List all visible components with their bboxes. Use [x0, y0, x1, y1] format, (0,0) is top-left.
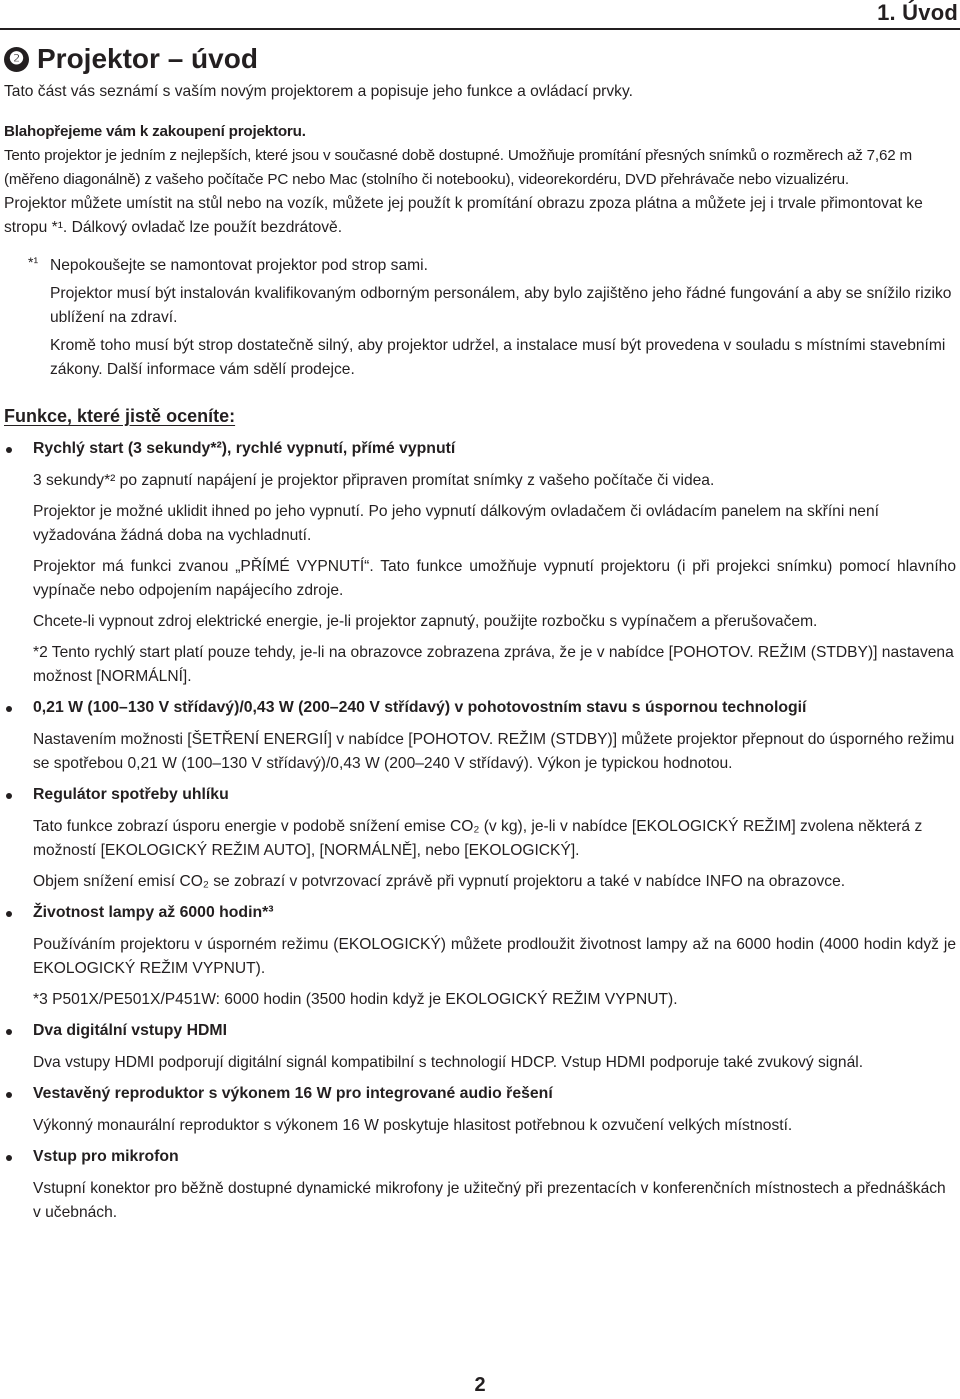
header-rule	[0, 28, 960, 30]
note-line: Kromě toho musí být strop dostatečně silný, aby projektor udržel, a instalace musí být provedena v souladu s místními stavebními zákony. Další informace vám sdělí prodejce.	[50, 337, 946, 378]
features-heading: Funkce, které jistě oceníte:	[4, 406, 236, 426]
feature-paragraph: Používáním projektoru v úsporném režimu (EKOLOGICKÝ) můžete prodloužit životnost lampy až na 6000 hodin (4000 hodin když je EKOLOGICKÝ REŽIM VYPNUT).	[33, 936, 956, 977]
feature-paragraph: Nastavením možnosti [ŠETŘENÍ ENERGIÍ] v nabídce [POHOTOV. REŽIM (STDBY)] můžete projektor přepnout do úsporného režimu se spotřebou 0,21 W (100–130 V střídavý)/0,43 W (200–240 V střídavý). Výkon je typickou hodnotou.	[33, 731, 955, 772]
feature-standby-power	[33, 696, 956, 776]
feature-title: Rychlý start (3 sekundy*²), rychlé vypnutí, přímé vypnutí	[33, 440, 456, 457]
page-number: 2	[474, 1374, 486, 1396]
feature-paragraph: Chcete-li vypnout zdroj elektrické energie, je-li projektor zapnutý, použijte rozbočku s vypínačem a přerušovačem.	[33, 613, 818, 630]
feature-title: Životnost lampy až 6000 hodin*³	[33, 904, 274, 921]
feature-paragraph: Vstupní konektor pro běžně dostupné dynamické mikrofony je užitečný při prezentacích v konferenčních místnostech a přednáškách v učebnách.	[33, 1180, 946, 1221]
intro-paragraph: Tato část vás seznámí s vaším novým projektorem a popisuje jeho funkce a ovládací prvky.	[4, 83, 633, 100]
feature-lamp-life	[33, 901, 956, 1012]
bullet-icon	[6, 1029, 12, 1035]
note-line: Projektor musí být instalován kvalifikovaným odborným personálem, aby bylo zajištěno jeho řádné fungování a aby se snížilo riziko ublížení na zdraví.	[50, 285, 952, 326]
feature-title: Vstup pro mikrofon	[33, 1148, 179, 1165]
feature-carbon-meter	[33, 783, 956, 894]
feature-paragraph: Projektor má funkci zvanou „PŘÍMÉ VYPNUTÍ“. Tato funkce umožňuje vypnutí projektoru (i při projekci snímku) pomocí hlavního vypínače nebo odpojením napájecího zdroje.	[33, 558, 956, 599]
footnote-marker: *¹	[28, 254, 39, 270]
feature-hdmi	[33, 1019, 956, 1075]
ceiling-mount-note	[28, 254, 956, 382]
page-title-text: Projektor – úvod	[37, 43, 258, 74]
feature-title: 0,21 W (100–130 V střídavý)/0,43 W (200–240 V střídavý) v pohotovostním stavu s úspornou technologií	[33, 699, 807, 716]
feature-title: Dva digitální vstupy HDMI	[33, 1022, 227, 1039]
feature-paragraph: Dva vstupy HDMI podporují digitální signál kompatibilní s technologií HDCP. Vstup HDMI podporuje také zvukový signál.	[33, 1054, 864, 1071]
description-paragraph-2: Projektor můžete umístit na stůl nebo na vozík, můžete jej použít k promítání obrazu zpoza plátna a můžete jej i trvale přimontovat ke stropu *¹. Dálkový ovladač lze použít bezdrátově.	[4, 195, 923, 236]
feature-paragraph: Výkonný monaurální reproduktor s výkonem 16 W poskytuje hlasitost potřebnou k ozvučení velkých místností.	[33, 1117, 793, 1134]
bullet-icon	[6, 911, 12, 917]
page-title	[4, 43, 258, 75]
congrats-heading: Blahopřejeme vám k zakoupení projektoru.	[4, 123, 306, 140]
bullet-icon	[6, 793, 12, 799]
feature-quick-start	[33, 437, 956, 689]
feature-paragraph: *3 P501X/PE501X/P451W: 6000 hodin (3500 hodin když je EKOLOGICKÝ REŽIM VYPNUT).	[33, 991, 678, 1008]
note-line: Nepokoušejte se namontovat projektor pod strop sami.	[50, 257, 428, 274]
feature-microphone	[33, 1145, 956, 1225]
feature-paragraph: Objem snížení emisí CO₂ se zobrazí v potvrzovací zprávě při vypnutí projektoru a také v nabídce INFO na obrazovce.	[33, 873, 846, 890]
bullet-icon	[6, 1092, 12, 1098]
bullet-icon	[6, 447, 12, 453]
bullet-icon	[6, 706, 12, 712]
section-number-badge: ❷	[4, 47, 29, 72]
feature-paragraph: Tato funkce zobrazí úsporu energie v podobě snížení emise CO₂ (v kg), je-li v nabídce [EKOLOGICKÝ REŽIM] zvolena některá z možností [EKOLOGICKÝ REŽIM AUTO], [NORMÁLNĚ], nebo [EKOLOGICKÝ].	[33, 818, 923, 859]
feature-title: Regulátor spotřeby uhlíku	[33, 786, 229, 803]
feature-paragraph: *2 Tento rychlý start platí pouze tehdy, je-li na obrazovce zobrazena zpráva, že je v nabídce [POHOTOV. REŽIM (STDBY)] nastavena možnost [NORMÁLNÍ].	[33, 644, 954, 685]
page-content	[4, 80, 956, 1232]
bullet-icon	[6, 1155, 12, 1161]
description-paragraph-1: Tento projektor je jedním z nejlepších, které jsou v současné době dostupné. Umožňuje promítání přesných snímků o rozměrech až 7,62 m (měřeno diagonálně) z vašeho počítače PC nebo Mac (stolního či notebooku), videorekordéru, DVD přehrávače nebo vizualizéru.	[4, 147, 912, 188]
feature-title: Vestavěný reproduktor s výkonem 16 W pro integrované audio řešení	[33, 1085, 553, 1102]
feature-paragraph: 3 sekundy*² po zapnutí napájení je projektor připraven promítat snímky z vašeho počítače či videa.	[33, 472, 715, 489]
chapter-label: 1. Úvod	[877, 0, 958, 25]
feature-speaker	[33, 1082, 956, 1138]
feature-paragraph: Projektor je možné uklidit ihned po jeho vypnutí. Po jeho vypnutí dálkovým ovladačem či ovládacím panelem na skříni není vyžadována žádná doba na vychladnutí.	[33, 503, 879, 544]
